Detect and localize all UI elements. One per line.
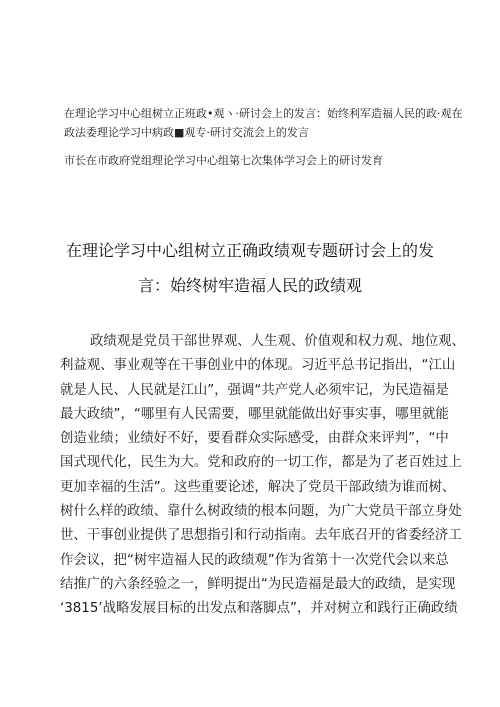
paragraph-line: 更加幸福的生活”。这些重要论述，解决了党员干部政绩为谁而树、 [60, 479, 456, 495]
paragraph-line: 利益观、事业观等在干事创业中的体现。习近平总书记指出，“江山 [60, 358, 456, 374]
paragraph-line: 最大政绩”，“哪里有人民需要，哪里就能做出好事实事，哪里就能 [60, 406, 449, 422]
paragraph-line: 结推广的六条经验之一，鲜明提出“为民造福是最大的政绩，是实现 [60, 576, 456, 592]
paragraph-line: 作会议，把“树牢造福人民的政绩观”作为省第十一次党代会以来总 [60, 552, 449, 568]
related-article-title: 市长在市政府党组理论学习中心组第七次集体学习会上的研讨发育 [64, 154, 383, 167]
paragraph-line: 政绩观是党员干部世界观、人生观、价值观和权力观、地位观、 [90, 334, 465, 349]
document-title-line: 言：始终树牢造福人民的政绩观 [137, 276, 362, 295]
related-articles-list [64, 104, 463, 170]
paragraph-line: 创造业绩；业绩好不好，要看群众实际感受，由群众来评判”，“中 [60, 431, 449, 447]
paragraph-line: 就是人民、人民就是江山”，强调“共产党人必须牢记，为民造福是 [60, 382, 449, 398]
related-article-title: 政法委理论学习中病政■观专·研讨交流会上的发言 [64, 126, 309, 139]
related-article-title: 在理论学习中心组树立正班政•观ヽ·研讨会上的发言：始终利军造福人民的政·观在 [64, 107, 463, 120]
document-title [40, 233, 460, 303]
paragraph-line: 国式现代化，民生为大。党和政府的一切工作，都是为了老百姓过上 [60, 455, 462, 471]
document-title-line: 在理论学习中心组树立正确政绩观专题研讨会上的发 [65, 241, 434, 260]
list-spacer [64, 142, 444, 151]
paragraph-line: 树什么样的政绩、靠什么树政绩的根本问题，为广大党员干部立身处 [60, 504, 462, 520]
body-paragraph [60, 330, 465, 622]
paragraph-line: ‘3815’战略发展目标的出发点和落脚点”，并对树立和践行正确政绩 [60, 601, 458, 617]
paragraph-line: 世、干事创业提供了思想指引和行动指南。去年底召开的省委经济工 [60, 528, 462, 544]
